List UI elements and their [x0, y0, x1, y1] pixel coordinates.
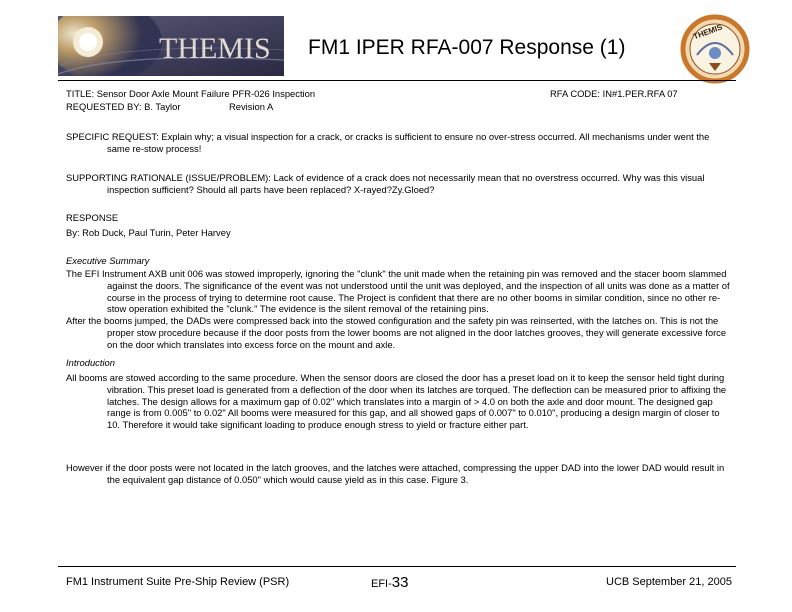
rfa-code: RFA CODE: IN#1.PER.RFA 07: [550, 88, 678, 99]
executive-summary-paragraph-2: After the booms jumped, the DADs were compressed back into the stowed configuration and the safety pin was reinserted, with the latches on. This is not the proper stow procedure because if the door posts from the lower booms are not aligned in the door latches grooves, they will generate excessive force on the door which translates into excess force on the mount and axle.: [66, 315, 727, 350]
themis-logo: [58, 16, 284, 76]
introduction-heading: Introduction: [66, 357, 115, 368]
response-authors: By: Rob Duck, Paul Turin, Peter Harvey: [66, 227, 231, 238]
footer-review-name: FM1 Instrument Suite Pre-Ship Review (PSR): [66, 576, 290, 588]
response-heading: RESPONSE: [66, 212, 119, 223]
executive-summary-paragraph-1: The EFI Instrument AXB unit 006 was stowed improperly, ignoring the "clunk" the unit made when the retaining pin was removed and the stacer boom slammed against the doors. The significance of the event was not understood until the unit was deployed, and the inspection of all units was done as a matter of course in the process of trying to determine root cause. The Project is confident that there are no other booms in similar condition, since no other re-stow operation exhibited the "clunk." The evidence is the silent removal of the retaining pins.: [66, 268, 730, 315]
revision: Revision A: [229, 101, 274, 112]
logo-text: THEMIS: [159, 32, 271, 65]
footer-page-number: 33: [391, 574, 409, 591]
mission-badge: [679, 13, 751, 85]
introduction-continuation: [66, 462, 730, 486]
footer-divider: [58, 566, 736, 567]
footer-date: UCB September 21, 2005: [606, 576, 732, 588]
specific-request: SPECIFIC REQUEST: Explain why; a visual inspection for a crack, or cracks is sufficient to ensure no over-stress occurred. All mechanisms under went the same re-stow process!: [66, 131, 710, 154]
header-divider: [58, 80, 736, 81]
supporting-rationale-section: [66, 172, 730, 196]
footer-page: [371, 574, 408, 591]
page-title: FM1 IPER RFA-007 Response (1): [308, 36, 626, 59]
specific-request-section: [66, 131, 730, 155]
executive-summary-body: [66, 268, 730, 351]
footer-page-prefix: EFI-: [371, 578, 392, 590]
introduction-body: [66, 372, 730, 431]
badge-text: THEMIS: [692, 22, 724, 42]
supporting-rationale: SUPPORTING RATIONALE (ISSUE/PROBLEM): Lack of evidence of a crack does not necessarily mean that no overstress occurred. Why was this visual inspection sufficient? Should all parts have been replaced? X-rayed?Zy.Gloed?: [66, 172, 705, 195]
rfa-title: TITLE: Sensor Door Axle Mount Failure PFR-026 Inspection: [66, 88, 316, 99]
introduction-paragraph-2: However if the door posts were not located in the latch grooves, and the latches were attached, compressing the upper DAD into the lower DAD would result in the equivalent gap distance of 0.050" which would cause yield as in this case. Figure 3.: [66, 462, 725, 485]
executive-summary-heading: Executive Summary: [66, 255, 150, 266]
introduction-paragraph-1: All booms are stowed according to the same procedure. When the sensor doors are closed the door has a preset load on it to keep the sensor held tight during vibration. This preset load is generated from a deflection of the door when its latches are torqued. The deflection can be measured prior to affixing the latches. The design allows for a maximum gap of 0.02" which translates into a margin of > 4.0 on both the axle and door mount. The designed gap range is from 0.005" to 0.02" All booms were measured for this gap, and all showed gaps of 0.007" to 0.010", producing a design margin of closer to 10. Therefore it would take significant loading to produce enough stress to yield or fracture either part.: [66, 372, 727, 431]
requested-by: REQUESTED BY: B. Taylor: [66, 101, 181, 112]
